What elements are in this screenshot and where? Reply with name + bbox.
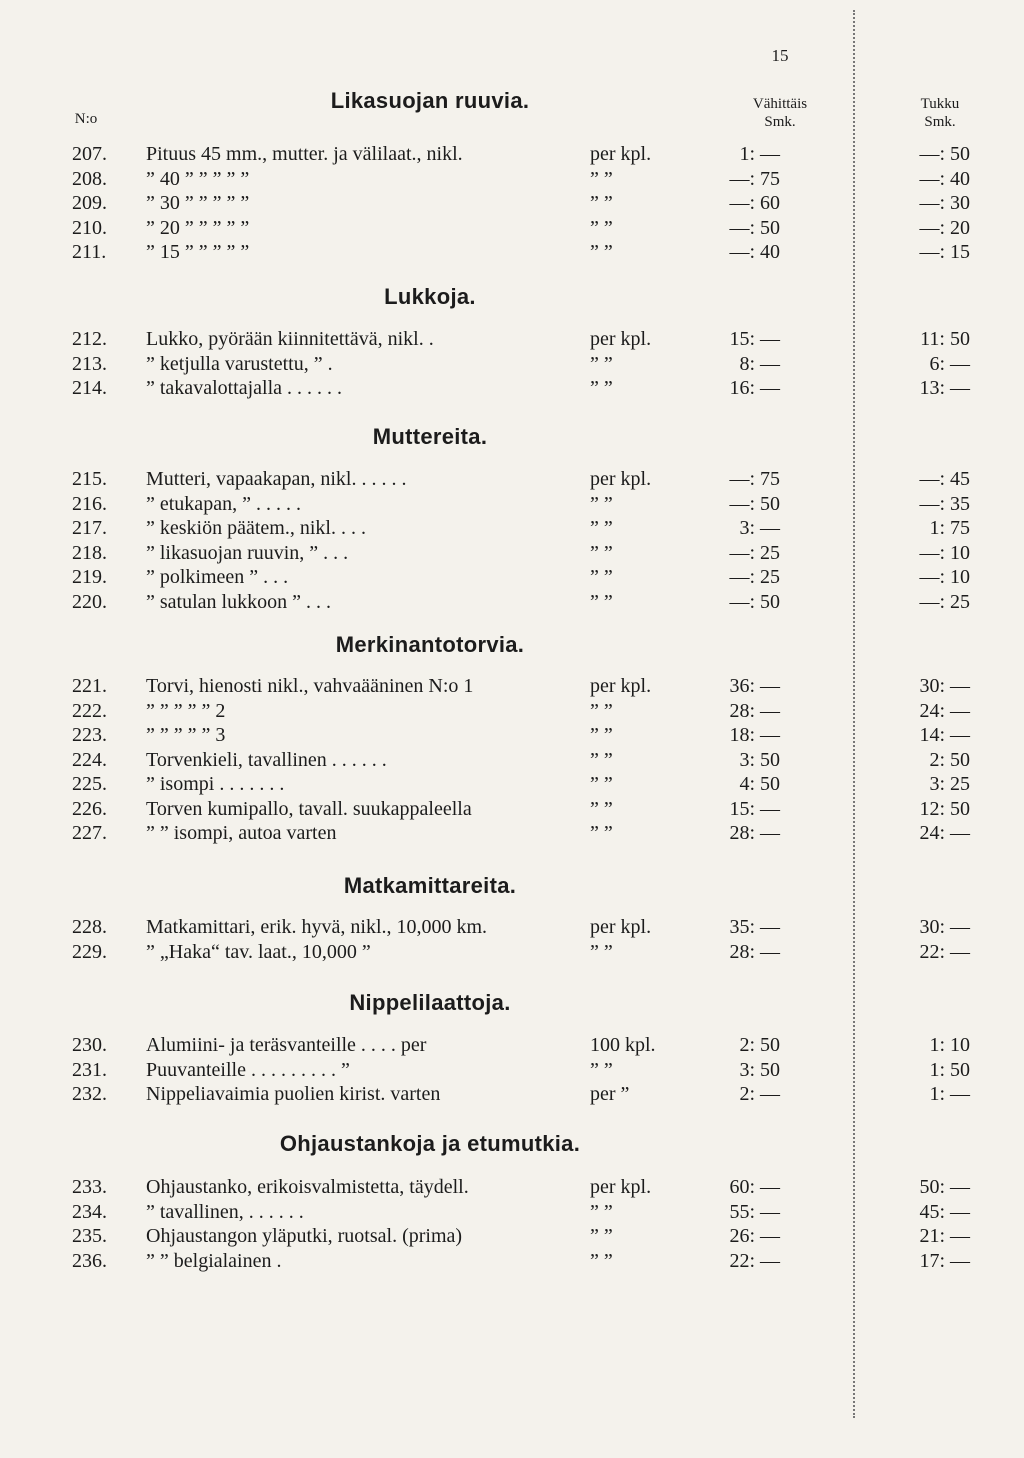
item-number: 235.	[72, 1225, 107, 1247]
item-description: ” 20 ” ” ” ” ”	[146, 216, 250, 239]
item-unit: ” ”	[590, 773, 613, 795]
section-title: Ohjaustankoja ja etumutkia.	[279, 1131, 581, 1156]
table-row	[0, 541, 1024, 565]
item-unit: ” ”	[590, 352, 613, 375]
retail-price: —: 50	[729, 216, 780, 239]
item-unit: ” ”	[590, 192, 613, 214]
item-number: 224.	[72, 748, 107, 771]
item-number: 210.	[72, 216, 107, 239]
table-row	[0, 915, 1024, 939]
item-number: 233.	[72, 1176, 107, 1198]
wholesale-price: 30: —	[919, 916, 970, 938]
item-description: Mutteri, vapaakapan, nikl. . . . . .	[146, 468, 407, 490]
wholesale-price: —: 20	[919, 216, 970, 239]
table-row	[0, 167, 1024, 191]
item-unit: per kpl.	[590, 143, 652, 165]
item-description: ” takavalottajalla . . . . . .	[146, 377, 343, 399]
item-description: ” ” belgialainen .	[146, 1249, 282, 1272]
retail-price: 8: —	[739, 352, 780, 375]
retail-price: 55: —	[729, 1200, 780, 1223]
wholesale-price: —: 50	[919, 143, 970, 165]
retail-price: —: 50	[729, 492, 780, 515]
retail-price: 35: —	[729, 916, 780, 938]
item-description: Torven kumipallo, tavall. suukappaleella	[146, 797, 472, 820]
retail-price: 15: —	[729, 328, 780, 350]
item-description: ” tavallinen, . . . . . .	[146, 1200, 304, 1223]
item-description: Puuvanteille . . . . . . . . . ”	[146, 1058, 350, 1081]
item-number: 236.	[72, 1249, 107, 1272]
table-row	[0, 516, 1024, 540]
retail-price: 2: —	[739, 1083, 780, 1105]
item-description: ” polkimeen ” . . .	[146, 566, 289, 588]
item-description: Torvenkieli, tavallinen . . . . . .	[146, 748, 387, 771]
item-number: 225.	[72, 773, 107, 795]
item-number: 226.	[72, 797, 107, 820]
retail-price: 15: —	[729, 797, 780, 820]
item-description: Lukko, pyörään kiinnitettävä, nikl. .	[146, 328, 434, 350]
item-number: 211.	[72, 241, 107, 263]
wholesale-price: 11: 50	[920, 328, 970, 350]
wholesale-price: 24: —	[919, 699, 970, 722]
item-unit: per kpl.	[590, 916, 652, 938]
item-description: ” 15 ” ” ” ” ”	[146, 241, 250, 263]
retail-price: —: 40	[729, 241, 780, 263]
column-header-number-label: N:o	[74, 111, 98, 127]
item-unit: per kpl.	[590, 1176, 652, 1198]
item-unit: ” ”	[590, 1058, 613, 1081]
item-number: 215.	[72, 468, 107, 490]
section-title: Muttereita.	[372, 424, 488, 449]
item-number: 231.	[72, 1058, 107, 1081]
item-unit: ” ”	[590, 724, 613, 746]
wholesale-price: —: 40	[919, 167, 970, 190]
column-header-retail-bottom: Smk.	[764, 114, 796, 130]
column-header-number	[56, 110, 116, 128]
item-unit: ” ”	[590, 241, 613, 263]
table-row	[0, 142, 1024, 166]
item-number: 232.	[72, 1083, 107, 1105]
item-description: ” isompi . . . . . . .	[146, 773, 285, 795]
wholesale-price: 30: —	[919, 675, 970, 697]
wholesale-price: 1: 50	[929, 1058, 970, 1081]
item-unit: ” ”	[590, 216, 613, 239]
wholesale-price: —: 15	[919, 241, 970, 263]
table-row	[0, 565, 1024, 589]
item-number: 219.	[72, 566, 107, 588]
item-unit: 100 kpl.	[590, 1034, 656, 1056]
item-unit: ” ”	[590, 517, 613, 539]
table-row	[0, 940, 1024, 964]
wholesale-price: —: 35	[919, 492, 970, 515]
table-row	[0, 674, 1024, 698]
retail-price: 3: —	[739, 517, 780, 539]
item-number: 216.	[72, 492, 107, 515]
table-row	[0, 590, 1024, 614]
column-header-wholesale	[885, 95, 995, 131]
table-row	[0, 1082, 1024, 1106]
retail-price: —: 75	[729, 468, 780, 490]
column-header-retail-top: Vähittäis	[752, 96, 808, 112]
retail-price: 28: —	[729, 699, 780, 722]
item-description: ” „Haka“ tav. laat., 10,000 ”	[146, 940, 371, 963]
section-title: Likasuojan ruuvia.	[330, 88, 530, 113]
item-description: ” ” ” ” ” 3	[146, 724, 226, 746]
column-header-wholesale-bottom: Smk.	[924, 114, 956, 130]
item-description: Ohjaustangon yläputki, ruotsal. (prima)	[146, 1225, 463, 1247]
table-row	[0, 1175, 1024, 1199]
item-number: 207.	[72, 143, 107, 165]
retail-price: 26: —	[729, 1225, 780, 1247]
retail-price: 1: —	[739, 143, 780, 165]
page-number: 15	[771, 46, 789, 65]
item-description: Torvi, hienosti nikl., vahvaääninen N:o 1	[146, 675, 474, 697]
wholesale-price: 13: —	[919, 377, 970, 399]
table-row	[0, 352, 1024, 376]
item-unit: ” ”	[590, 699, 613, 722]
column-header-retail	[725, 95, 835, 131]
item-description: ” satulan lukkoon ” . . .	[146, 590, 331, 613]
table-row	[0, 216, 1024, 240]
retail-price: 4: 50	[739, 773, 780, 795]
table-row	[0, 327, 1024, 351]
table-row	[0, 1249, 1024, 1273]
item-unit: ” ”	[590, 1249, 613, 1272]
table-row	[0, 821, 1024, 845]
item-number: 227.	[72, 822, 107, 844]
table-row	[0, 492, 1024, 516]
retail-price: —: 75	[729, 167, 780, 190]
wholesale-price: —: 10	[919, 541, 970, 564]
wholesale-price: 1: —	[929, 1083, 970, 1105]
item-number: 212.	[72, 328, 107, 350]
wholesale-price: 45: —	[919, 1200, 970, 1223]
table-row	[0, 1224, 1024, 1248]
table-row	[0, 191, 1024, 215]
item-number: 223.	[72, 724, 107, 746]
item-unit: ” ”	[590, 167, 613, 190]
table-row	[0, 699, 1024, 723]
table-row	[0, 797, 1024, 821]
wholesale-price: 21: —	[919, 1225, 970, 1247]
table-row	[0, 723, 1024, 747]
wholesale-price: 50: —	[919, 1176, 970, 1198]
item-description: Alumiini- ja teräsvanteille . . . . per	[146, 1034, 427, 1056]
retail-price: 3: 50	[739, 748, 780, 771]
item-number: 234.	[72, 1200, 107, 1223]
wholesale-price: —: 10	[919, 566, 970, 588]
item-unit: ” ”	[590, 566, 613, 588]
item-unit: per kpl.	[590, 328, 652, 350]
item-number: 228.	[72, 916, 107, 938]
item-number: 208.	[72, 167, 107, 190]
item-description: Ohjaustanko, erikoisvalmistetta, täydell.	[146, 1176, 469, 1198]
item-unit: ” ”	[590, 1225, 613, 1247]
table-row	[0, 1200, 1024, 1224]
retail-price: 36: —	[729, 675, 780, 697]
table-row	[0, 1033, 1024, 1057]
table-row	[0, 467, 1024, 491]
retail-price: 60: —	[729, 1176, 780, 1198]
item-unit: ” ”	[590, 797, 613, 820]
item-description: Nippeliavaimia puolien kirist. varten	[146, 1083, 441, 1105]
wholesale-price: 1: 75	[929, 517, 970, 539]
wholesale-price: —: 45	[919, 468, 970, 490]
retail-price: 16: —	[729, 377, 780, 399]
retail-price: 28: —	[729, 822, 780, 844]
item-unit: ” ”	[590, 541, 613, 564]
item-number: 213.	[72, 352, 107, 375]
wholesale-price: 1: 10	[929, 1034, 970, 1056]
wholesale-price: —: 30	[919, 192, 970, 214]
item-unit: ” ”	[590, 822, 613, 844]
section-title: Matkamittareita.	[343, 873, 517, 898]
wholesale-price: —: 25	[919, 590, 970, 613]
wholesale-price: 3: 25	[929, 773, 970, 795]
table-row	[0, 240, 1024, 264]
item-number: 229.	[72, 940, 107, 963]
wholesale-price: 6: —	[929, 352, 970, 375]
item-unit: ” ”	[590, 1200, 613, 1223]
item-unit: per kpl.	[590, 675, 652, 697]
retail-price: 28: —	[729, 940, 780, 963]
item-description: Pituus 45 mm., mutter. ja välilaat., nikl.	[146, 143, 463, 165]
retail-price: 3: 50	[739, 1058, 780, 1081]
table-row	[0, 376, 1024, 400]
item-description: ” ” ” ” ” 2	[146, 699, 226, 722]
wholesale-price: 14: —	[919, 724, 970, 746]
item-unit: ” ”	[590, 590, 613, 613]
item-description: ” 40 ” ” ” ” ”	[146, 167, 250, 190]
item-unit: per ”	[590, 1083, 630, 1105]
section-title: Nippelilaattoja.	[349, 990, 511, 1015]
retail-price: 18: —	[729, 724, 780, 746]
item-number: 220.	[72, 590, 107, 613]
item-description: ” 30 ” ” ” ” ”	[146, 192, 250, 214]
item-description: ” etukapan, ” . . . . .	[146, 492, 301, 515]
item-unit: ” ”	[590, 377, 613, 399]
item-unit: per kpl.	[590, 468, 652, 490]
retail-price: 2: 50	[739, 1034, 780, 1056]
item-number: 218.	[72, 541, 107, 564]
item-description: ” keskiön päätem., nikl. . . .	[146, 517, 366, 539]
wholesale-price: 2: 50	[929, 748, 970, 771]
item-number: 222.	[72, 699, 107, 722]
column-header-wholesale-top: Tukku	[920, 96, 960, 112]
item-description: ” ketjulla varustettu, ” .	[146, 352, 333, 375]
wholesale-price: 22: —	[919, 940, 970, 963]
wholesale-price: 24: —	[919, 822, 970, 844]
section-title: Merkinantotorvia.	[335, 632, 525, 657]
item-number: 214.	[72, 377, 107, 399]
table-row	[0, 772, 1024, 796]
table-row	[0, 748, 1024, 772]
item-description: Matkamittari, erik. hyvä, nikl., 10,000 km.	[146, 916, 488, 938]
item-description: ” likasuojan ruuvin, ” . . .	[146, 541, 349, 564]
item-unit: ” ”	[590, 492, 613, 515]
item-number: 209.	[72, 192, 107, 214]
wholesale-price: 17: —	[919, 1249, 970, 1272]
item-description: ” ” isompi, autoa varten	[146, 822, 337, 844]
item-unit: ” ”	[590, 748, 613, 771]
table-row	[0, 1058, 1024, 1082]
item-number: 217.	[72, 517, 107, 539]
item-number: 221.	[72, 675, 107, 697]
retail-price: —: 50	[729, 590, 780, 613]
wholesale-price: 12: 50	[919, 797, 970, 820]
retail-price: —: 25	[729, 566, 780, 588]
item-number: 230.	[72, 1034, 107, 1056]
retail-price: 22: —	[729, 1249, 780, 1272]
retail-price: —: 60	[729, 192, 780, 214]
item-unit: ” ”	[590, 940, 613, 963]
section-title: Lukkoja.	[384, 284, 476, 309]
retail-price: —: 25	[729, 541, 780, 564]
